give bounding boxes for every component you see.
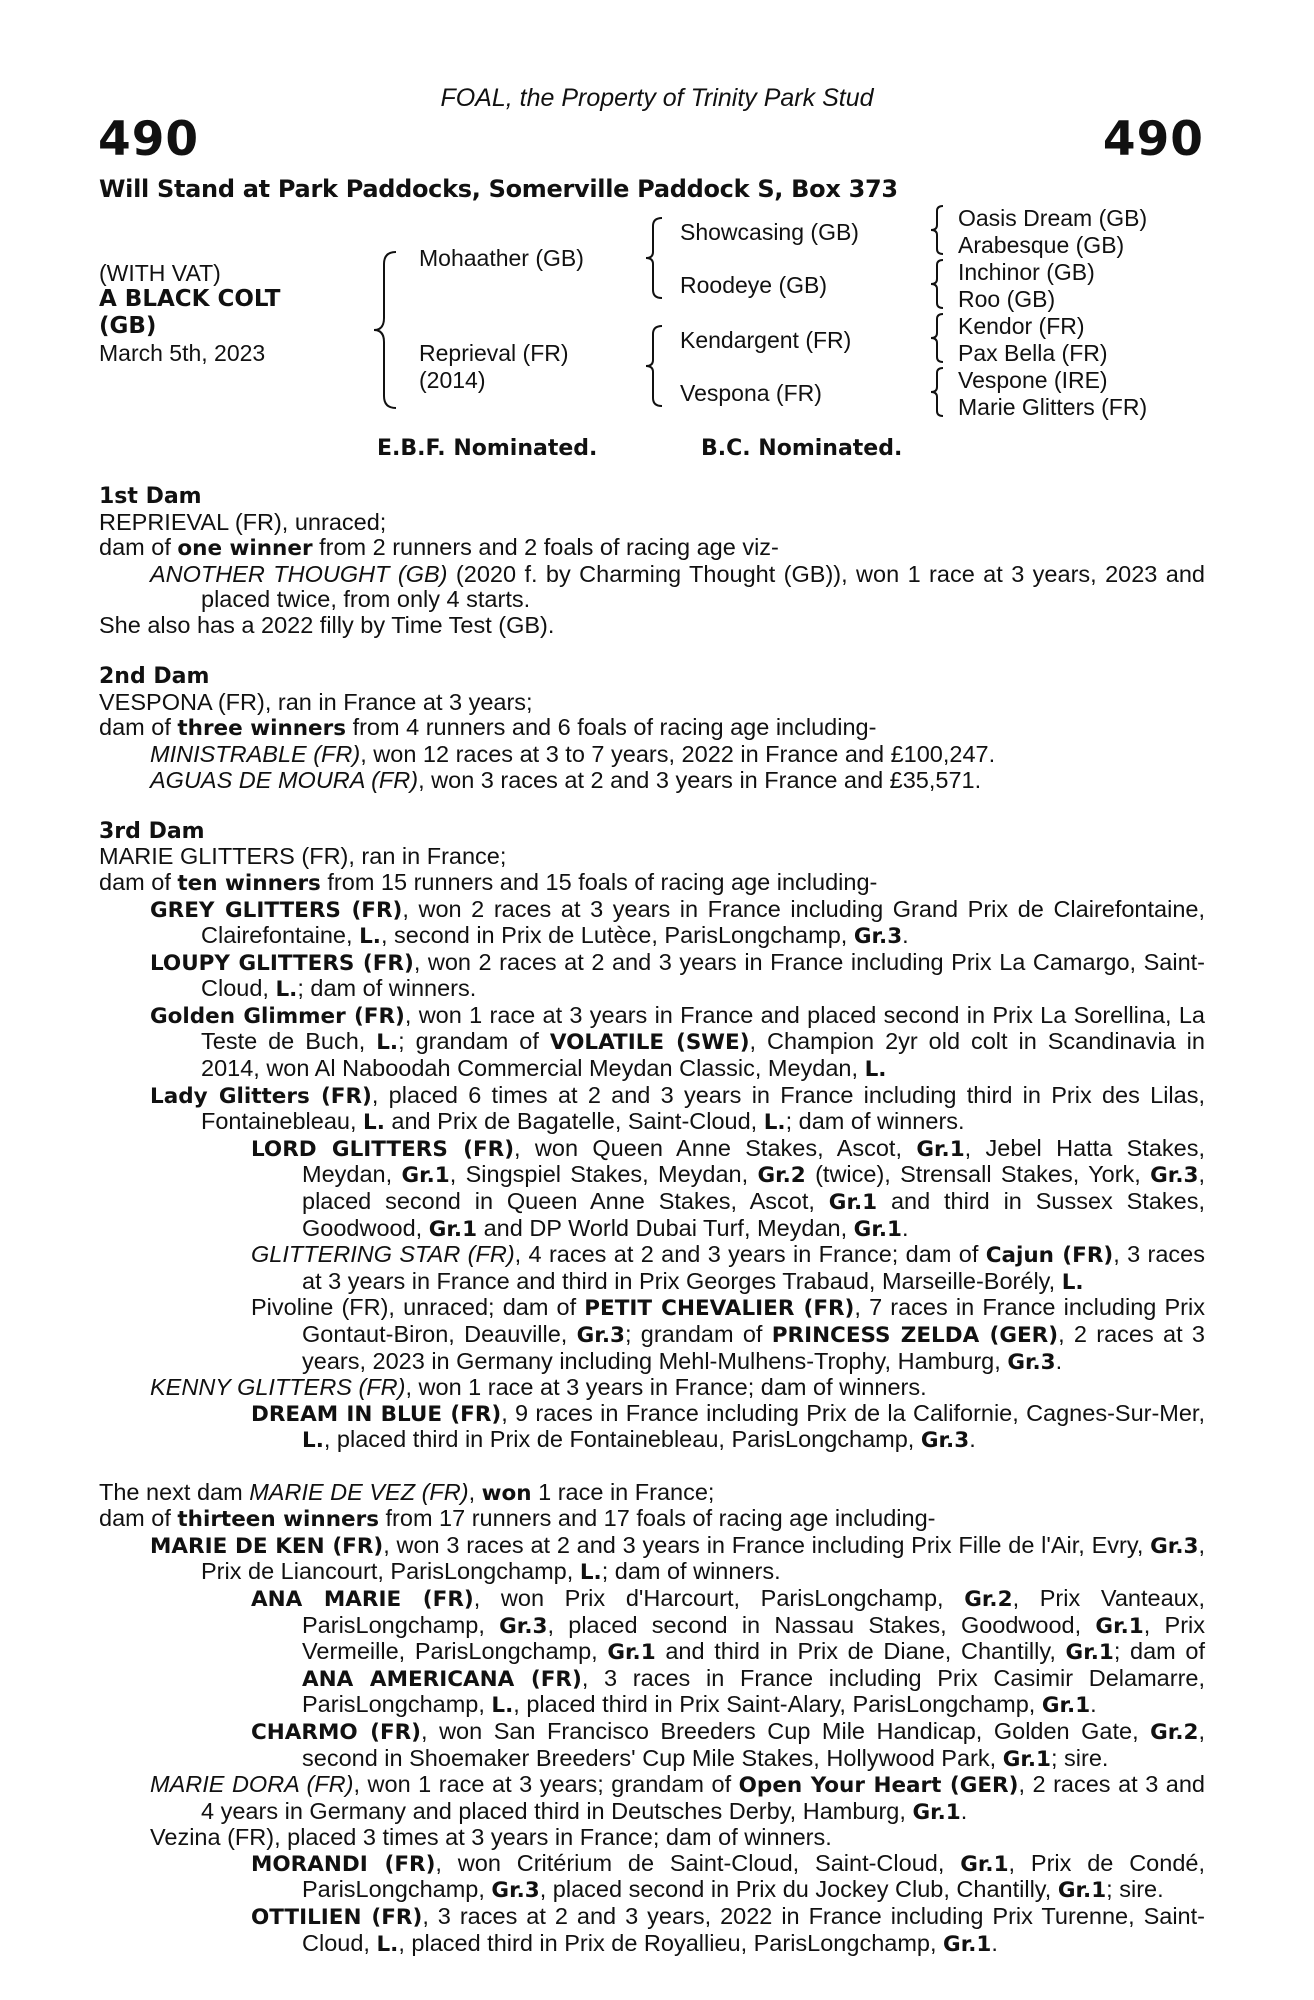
text-run: CHARMO (FR) <box>251 1719 422 1745</box>
text-run: , Prix Vermeille, ParisLongchamp, <box>302 1611 1205 1665</box>
text-run: from 4 runners and 6 foals of racing age including- <box>346 714 877 741</box>
page-title: FOAL, the Property of Trinity Park Stud <box>440 84 874 112</box>
second-dam-name: VESPONA (FR), ran in France at 3 years; <box>99 688 533 715</box>
dam-name: Reprieval (FR) <box>419 340 569 366</box>
ancestor-dd-sire: Vespone (IRE) <box>958 367 1108 393</box>
text-run: from 17 runners and 17 foals of racing age including- <box>379 1505 936 1532</box>
text-run: MINISTRABLE (FR) <box>150 740 361 767</box>
ancestor-sd-sire: Inchinor (GB) <box>958 259 1095 285</box>
text-run: , won 2 races at 3 years in France including Grand Prix de Clairefontaine, Clairefontaine, <box>201 895 1205 949</box>
text-run: VOLATILE (SWE) <box>549 1030 750 1056</box>
text-run: PETIT CHEVALIER (FR) <box>584 1296 855 1322</box>
text-run: MARIE DORA (FR) <box>150 1771 354 1798</box>
text-run: L. <box>376 1030 399 1056</box>
text-run: (twice), Strensall Stakes, York, <box>805 1161 1151 1188</box>
third-dam-progeny <box>99 1083 1205 1136</box>
text-run: and third in Sussex Stakes, Goodwood, <box>302 1188 1206 1241</box>
ancestor-ds-dam: Pax Bella (FR) <box>958 340 1108 366</box>
text-run: . <box>902 922 909 949</box>
text-run: Gr.1 <box>1057 1878 1107 1904</box>
first-dam-note: She also has a 2022 filly by Time Test (GB). <box>99 611 555 638</box>
second-dam-heading: 2nd Dam <box>99 664 210 690</box>
next-dam-grandprogeny <box>150 1586 1205 1719</box>
text-run: . <box>991 1929 998 1956</box>
text-run: Gr.1 <box>607 1640 656 1666</box>
text-run: PRINCESS ZELDA (GER) <box>771 1323 1059 1348</box>
text-run: Gr.3 <box>499 1613 548 1639</box>
text-run: from 2 runners and 2 foals of racing age viz- <box>312 534 779 561</box>
pedigree-brace-sire <box>643 216 665 300</box>
text-run: and Prix de Bagatelle, Saint-Cloud, <box>384 1108 764 1135</box>
text-run: Gr.1 <box>1002 1746 1051 1772</box>
text-run: L. <box>302 1428 324 1454</box>
text-run: MARIE DE VEZ (FR) <box>249 1478 469 1505</box>
dam-dam: Vespona (FR) <box>680 380 822 406</box>
text-run: Open Your Heart (GER) <box>738 1773 1019 1799</box>
text-run: , placed third in Prix de Fontainebleau, ParisLongchamp, <box>323 1426 921 1453</box>
next-dam-section <box>99 1480 1205 1958</box>
text-run: L. <box>275 977 298 1003</box>
third-dam-grandprogeny <box>150 1136 1205 1242</box>
sire-sire: Showcasing (GB) <box>680 219 859 245</box>
text-run: dam of <box>99 534 178 561</box>
text-run: Gr.3 <box>491 1878 540 1904</box>
text-run: one winner <box>177 536 313 562</box>
lot-number-left: 490 <box>98 112 200 167</box>
text-run: Gr.3 <box>1007 1349 1056 1375</box>
third-dam-progeny <box>99 1375 1205 1401</box>
text-run: , 3 races at 2 and 3 years, 2022 in France including Prix Turenne, Saint-Cloud, <box>302 1903 1205 1956</box>
pedigree-brace-gen3-2 <box>928 258 946 310</box>
ancestor-ds-sire: Kendor (FR) <box>958 313 1085 339</box>
first-dam-heading: 1st Dam <box>99 484 202 509</box>
text-run: L. <box>359 924 381 950</box>
text-run: , Prix de Condé, ParisLongchamp, <box>302 1849 1205 1903</box>
next-dam-progeny <box>99 1533 1205 1586</box>
text-run: , Jebel Hatta Stakes, Meydan, <box>302 1134 1205 1188</box>
text-run: , won 1 race at 3 years in France and placed second in Prix La Sorellina, La Teste de Buch, <box>201 1001 1206 1055</box>
next-dam-grandprogeny <box>150 1904 1205 1957</box>
third-dam-name: MARIE GLITTERS (FR), ran in France; <box>99 843 507 870</box>
ancestor-sd-dam: Roo (GB) <box>958 286 1056 312</box>
ancestor-ss-sire: Oasis Dream (GB) <box>958 205 1148 231</box>
text-run: ten winners <box>177 870 321 896</box>
horse-description: A BLACK COLT <box>99 286 281 312</box>
third-dam-heading: 3rd Dam <box>99 818 205 844</box>
text-run: Gr.1 <box>943 1931 992 1957</box>
text-run: Gr.1 <box>828 1190 878 1216</box>
text-run: MARIE DE KEN (FR) <box>150 1533 384 1559</box>
text-run: AGUAS DE MOURA (FR) <box>150 766 419 793</box>
third-dam-record <box>99 870 1205 897</box>
text-run: GLITTERING STAR (FR) <box>251 1241 515 1268</box>
text-run: , placed second in Queen Anne Stakes, Ascot, <box>302 1161 1205 1215</box>
text-run: Gr.3 <box>1150 1163 1199 1189</box>
text-run: dam of <box>99 714 178 741</box>
text-run: Gr.2 <box>757 1163 806 1189</box>
text-run: , 9 races in France including Prix de la Californie, Cagnes-Sur-Mer, <box>501 1399 1205 1426</box>
text-run: ; dam of winners. <box>601 1558 781 1585</box>
text-run: , placed second in Nassau Stakes, Goodwood, <box>547 1611 1096 1638</box>
text-run: , placed second in Prix du Jockey Club, Chantilly, <box>539 1876 1058 1903</box>
text-run: , placed third in Prix de Royallieu, ParisLongchamp, <box>398 1929 944 1956</box>
text-run: , <box>468 1478 482 1505</box>
text-run: . <box>960 1797 968 1824</box>
text-run: Gr.3 <box>920 1428 970 1454</box>
text-run: three winners <box>177 716 347 742</box>
text-run: ANA MARIE (FR) <box>251 1586 474 1612</box>
text-run: , Champion 2yr old colt in Scandinavia in 2014, won Al Naboodah Commercial Meydan Classic, Meydan, <box>201 1028 1205 1082</box>
text-run: ; dam of <box>1113 1638 1205 1665</box>
text-run: Gr.1 <box>853 1216 902 1242</box>
next-dam-progeny: Vezina (FR), placed 3 times at 3 years in France; dam of winners. <box>150 1824 832 1851</box>
text-run: dam of <box>99 1505 178 1532</box>
second-dam-record <box>99 715 1205 742</box>
foaling-date: March 5th, 2023 <box>99 340 266 366</box>
text-run: Gr.1 <box>960 1851 1009 1877</box>
first-dam-record <box>99 535 1205 562</box>
text-run: , won Critérium de Saint-Cloud, Saint-Cloud, <box>435 1849 961 1876</box>
text-run: , won 3 races at 2 and 3 years in France and £35,571. <box>418 766 982 793</box>
text-run: ; sire. <box>1051 1744 1109 1771</box>
text-run: Gr.2 <box>964 1586 1013 1612</box>
text-run: , won 2 races at 2 and 3 years in France including Prix La Camargo, Saint-Cloud, <box>201 948 1206 1002</box>
text-run: , won 1 race at 3 years in France; dam of winners. <box>405 1374 927 1401</box>
text-run: , placed 6 times at 2 and 3 years in France including third in Prix des Lilas, Fontainebleau, <box>201 1081 1205 1135</box>
text-run: Golden Glimmer (FR) <box>150 1003 405 1029</box>
text-run: , 2 races at 3 years, 2023 in Germany including Mehl-Mulhens-Trophy, Hamburg, <box>302 1321 1206 1374</box>
text-run: . <box>1090 1691 1097 1718</box>
text-run: L. <box>376 1931 399 1957</box>
text-run: L. <box>763 1110 786 1136</box>
first-dam-section <box>99 484 1205 639</box>
text-run: (2020 f. by Charming Thought (GB)), won 1 race at 3 years, 2023 and placed twice, from only 4 starts. <box>201 560 1205 613</box>
third-dam-grandprogeny <box>150 1295 1205 1375</box>
bc-nomination: B.C. Nominated. <box>701 436 903 461</box>
text-run: , 7 races in France including Prix Gontaut-Biron, Deauville, <box>302 1294 1205 1347</box>
next-dam-name <box>99 1480 1205 1507</box>
text-run: Gr.1 <box>1041 1693 1091 1719</box>
text-run: Gr.1 <box>1065 1640 1114 1666</box>
text-run: thirteen winners <box>177 1507 379 1533</box>
text-run: L. <box>363 1110 385 1136</box>
text-run: , won 1 race at 3 years; grandam of <box>353 1771 739 1798</box>
text-run: ANOTHER THOUGHT (GB) <box>150 560 448 587</box>
text-run: 1 race in France; <box>531 1478 715 1505</box>
text-run: Lady Glitters (FR) <box>150 1083 372 1109</box>
text-run: ; dam of winners. <box>297 975 477 1002</box>
ancestor-ss-dam: Arabesque (GB) <box>958 232 1125 258</box>
text-run: ; grandam of <box>624 1321 772 1347</box>
third-dam-progeny <box>99 1003 1205 1083</box>
text-run: ; grandam of <box>398 1028 550 1055</box>
dam-sire: Kendargent (FR) <box>680 327 852 353</box>
text-run: L. <box>1061 1269 1084 1295</box>
text-run: L. <box>864 1057 887 1083</box>
text-run: DREAM IN BLUE (FR) <box>251 1401 502 1427</box>
text-run: , won Prix d'Harcourt, ParisLongchamp, <box>473 1584 965 1611</box>
third-dam-progeny <box>99 950 1205 1003</box>
text-run: MORANDI (FR) <box>251 1851 436 1877</box>
vat-label: (WITH VAT) <box>99 260 221 286</box>
third-dam-progeny <box>99 897 1205 950</box>
next-dam-grandprogeny <box>150 1851 1205 1904</box>
text-run: The next dam <box>99 1478 250 1505</box>
text-run: , Prix Vanteaux, ParisLongchamp, <box>302 1584 1205 1638</box>
third-dam-grandprogeny <box>150 1242 1205 1295</box>
text-run: Gr.3 <box>853 924 903 950</box>
text-run: , won Queen Anne Stakes, Ascot, <box>514 1134 917 1161</box>
pedigree-brace-gen3-1 <box>928 204 946 256</box>
sire-name: Mohaather (GB) <box>419 245 584 271</box>
text-run: , won San Francisco Breeders Cup Mile Handicap, Golden Gate, <box>421 1717 1151 1744</box>
text-run: GREY GLITTERS (FR) <box>150 897 403 923</box>
second-dam-progeny <box>99 742 1205 768</box>
next-dam-grandprogeny <box>150 1719 1205 1772</box>
text-run: Pivoline (FR), unraced; dam of <box>251 1294 585 1321</box>
text-run: , Prix de Liancourt, ParisLongchamp, <box>201 1531 1205 1585</box>
text-run: and DP World Dubai Turf, Meydan, <box>477 1214 854 1241</box>
pedigree-brace-gen3-4 <box>928 366 946 418</box>
text-run: LORD GLITTERS (FR) <box>251 1136 515 1162</box>
text-run: , Singspiel Stakes, Meydan, <box>449 1161 758 1188</box>
text-run: ; sire. <box>1106 1876 1164 1903</box>
first-dam-progeny <box>99 562 1205 613</box>
text-run: , 4 races at 2 and 3 years in France; dam of <box>514 1241 986 1268</box>
text-run: . <box>901 1214 909 1241</box>
text-run: Gr.1 <box>428 1216 478 1242</box>
text-run: . <box>969 1426 976 1453</box>
horse-description-country: (GB) <box>99 313 157 339</box>
text-run: Gr.2 <box>1150 1719 1199 1745</box>
next-dam-progeny <box>99 1772 1205 1825</box>
text-run: OTTILIEN (FR) <box>251 1905 423 1931</box>
text-run: Gr.3 <box>576 1323 625 1348</box>
next-dam-record <box>99 1506 1205 1533</box>
pedigree-brace-main <box>370 250 400 410</box>
stand-location: Will Stand at Park Paddocks, Somerville Paddock S, Box 373 <box>99 175 898 203</box>
text-run: ; dam of winners. <box>785 1108 965 1135</box>
text-run: Gr.1 <box>1095 1613 1144 1639</box>
text-run: . <box>1055 1347 1063 1374</box>
first-dam-name: REPRIEVAL (FR), unraced; <box>99 508 387 535</box>
third-dam-section <box>99 819 1205 1454</box>
text-run: ANA AMERICANA (FR) <box>302 1666 582 1692</box>
text-run: L. <box>579 1560 602 1586</box>
dam-year: (2014) <box>419 367 486 393</box>
sire-dam: Roodeye (GB) <box>680 272 828 298</box>
pedigree-brace-dam <box>643 324 665 408</box>
text-run: won <box>481 1480 532 1506</box>
text-run: LOUPY GLITTERS (FR) <box>150 950 414 976</box>
text-run: L. <box>491 1693 514 1719</box>
text-run: Gr.3 <box>1150 1533 1199 1559</box>
pedigree-notes <box>99 484 1205 1957</box>
second-dam-progeny <box>99 768 1205 794</box>
text-run: dam of <box>99 868 178 895</box>
text-run: Gr.1 <box>912 1799 961 1825</box>
text-run: , won 3 races at 2 and 3 years in France including Prix Fille de l'Air, Evry, <box>383 1531 1151 1558</box>
text-run: KENNY GLITTERS (FR) <box>150 1374 406 1401</box>
text-run: , 3 races at 3 years in France and third in Prix Georges Trabaud, Marseille-Borély, <box>302 1241 1205 1294</box>
text-run: , 2 races at 3 and 4 years in Germany and placed third in Deutsches Derby, Hamburg, <box>201 1771 1206 1824</box>
text-run: , 3 races in France including Prix Casimir Delamarre, ParisLongchamp, <box>302 1664 1205 1718</box>
text-run: Gr.1 <box>916 1136 965 1162</box>
text-run: , second in Prix de Lutèce, ParisLongchamp, <box>380 922 854 949</box>
second-dam-section <box>99 664 1205 793</box>
text-run: , second in Shoemaker Breeders' Cup Mile Stakes, Hollywood Park, <box>302 1717 1205 1771</box>
text-run: , placed third in Prix Saint-Alary, ParisLongchamp, <box>513 1691 1042 1718</box>
ancestor-dd-dam: Marie Glitters (FR) <box>958 394 1148 420</box>
text-run: and third in Prix de Diane, Chantilly, <box>655 1638 1066 1665</box>
ebf-nomination: E.B.F. Nominated. <box>377 436 598 461</box>
text-run: , won 12 races at 3 to 7 years, 2022 in France and £100,247. <box>360 740 996 767</box>
text-run: Cajun (FR) <box>985 1243 1114 1269</box>
lot-number-right: 490 <box>1102 112 1204 167</box>
third-dam-grandprogeny <box>150 1401 1205 1454</box>
text-run: Gr.1 <box>401 1163 450 1189</box>
text-run: from 15 runners and 15 foals of racing age including- <box>320 868 878 895</box>
pedigree-brace-gen3-3 <box>928 312 946 364</box>
